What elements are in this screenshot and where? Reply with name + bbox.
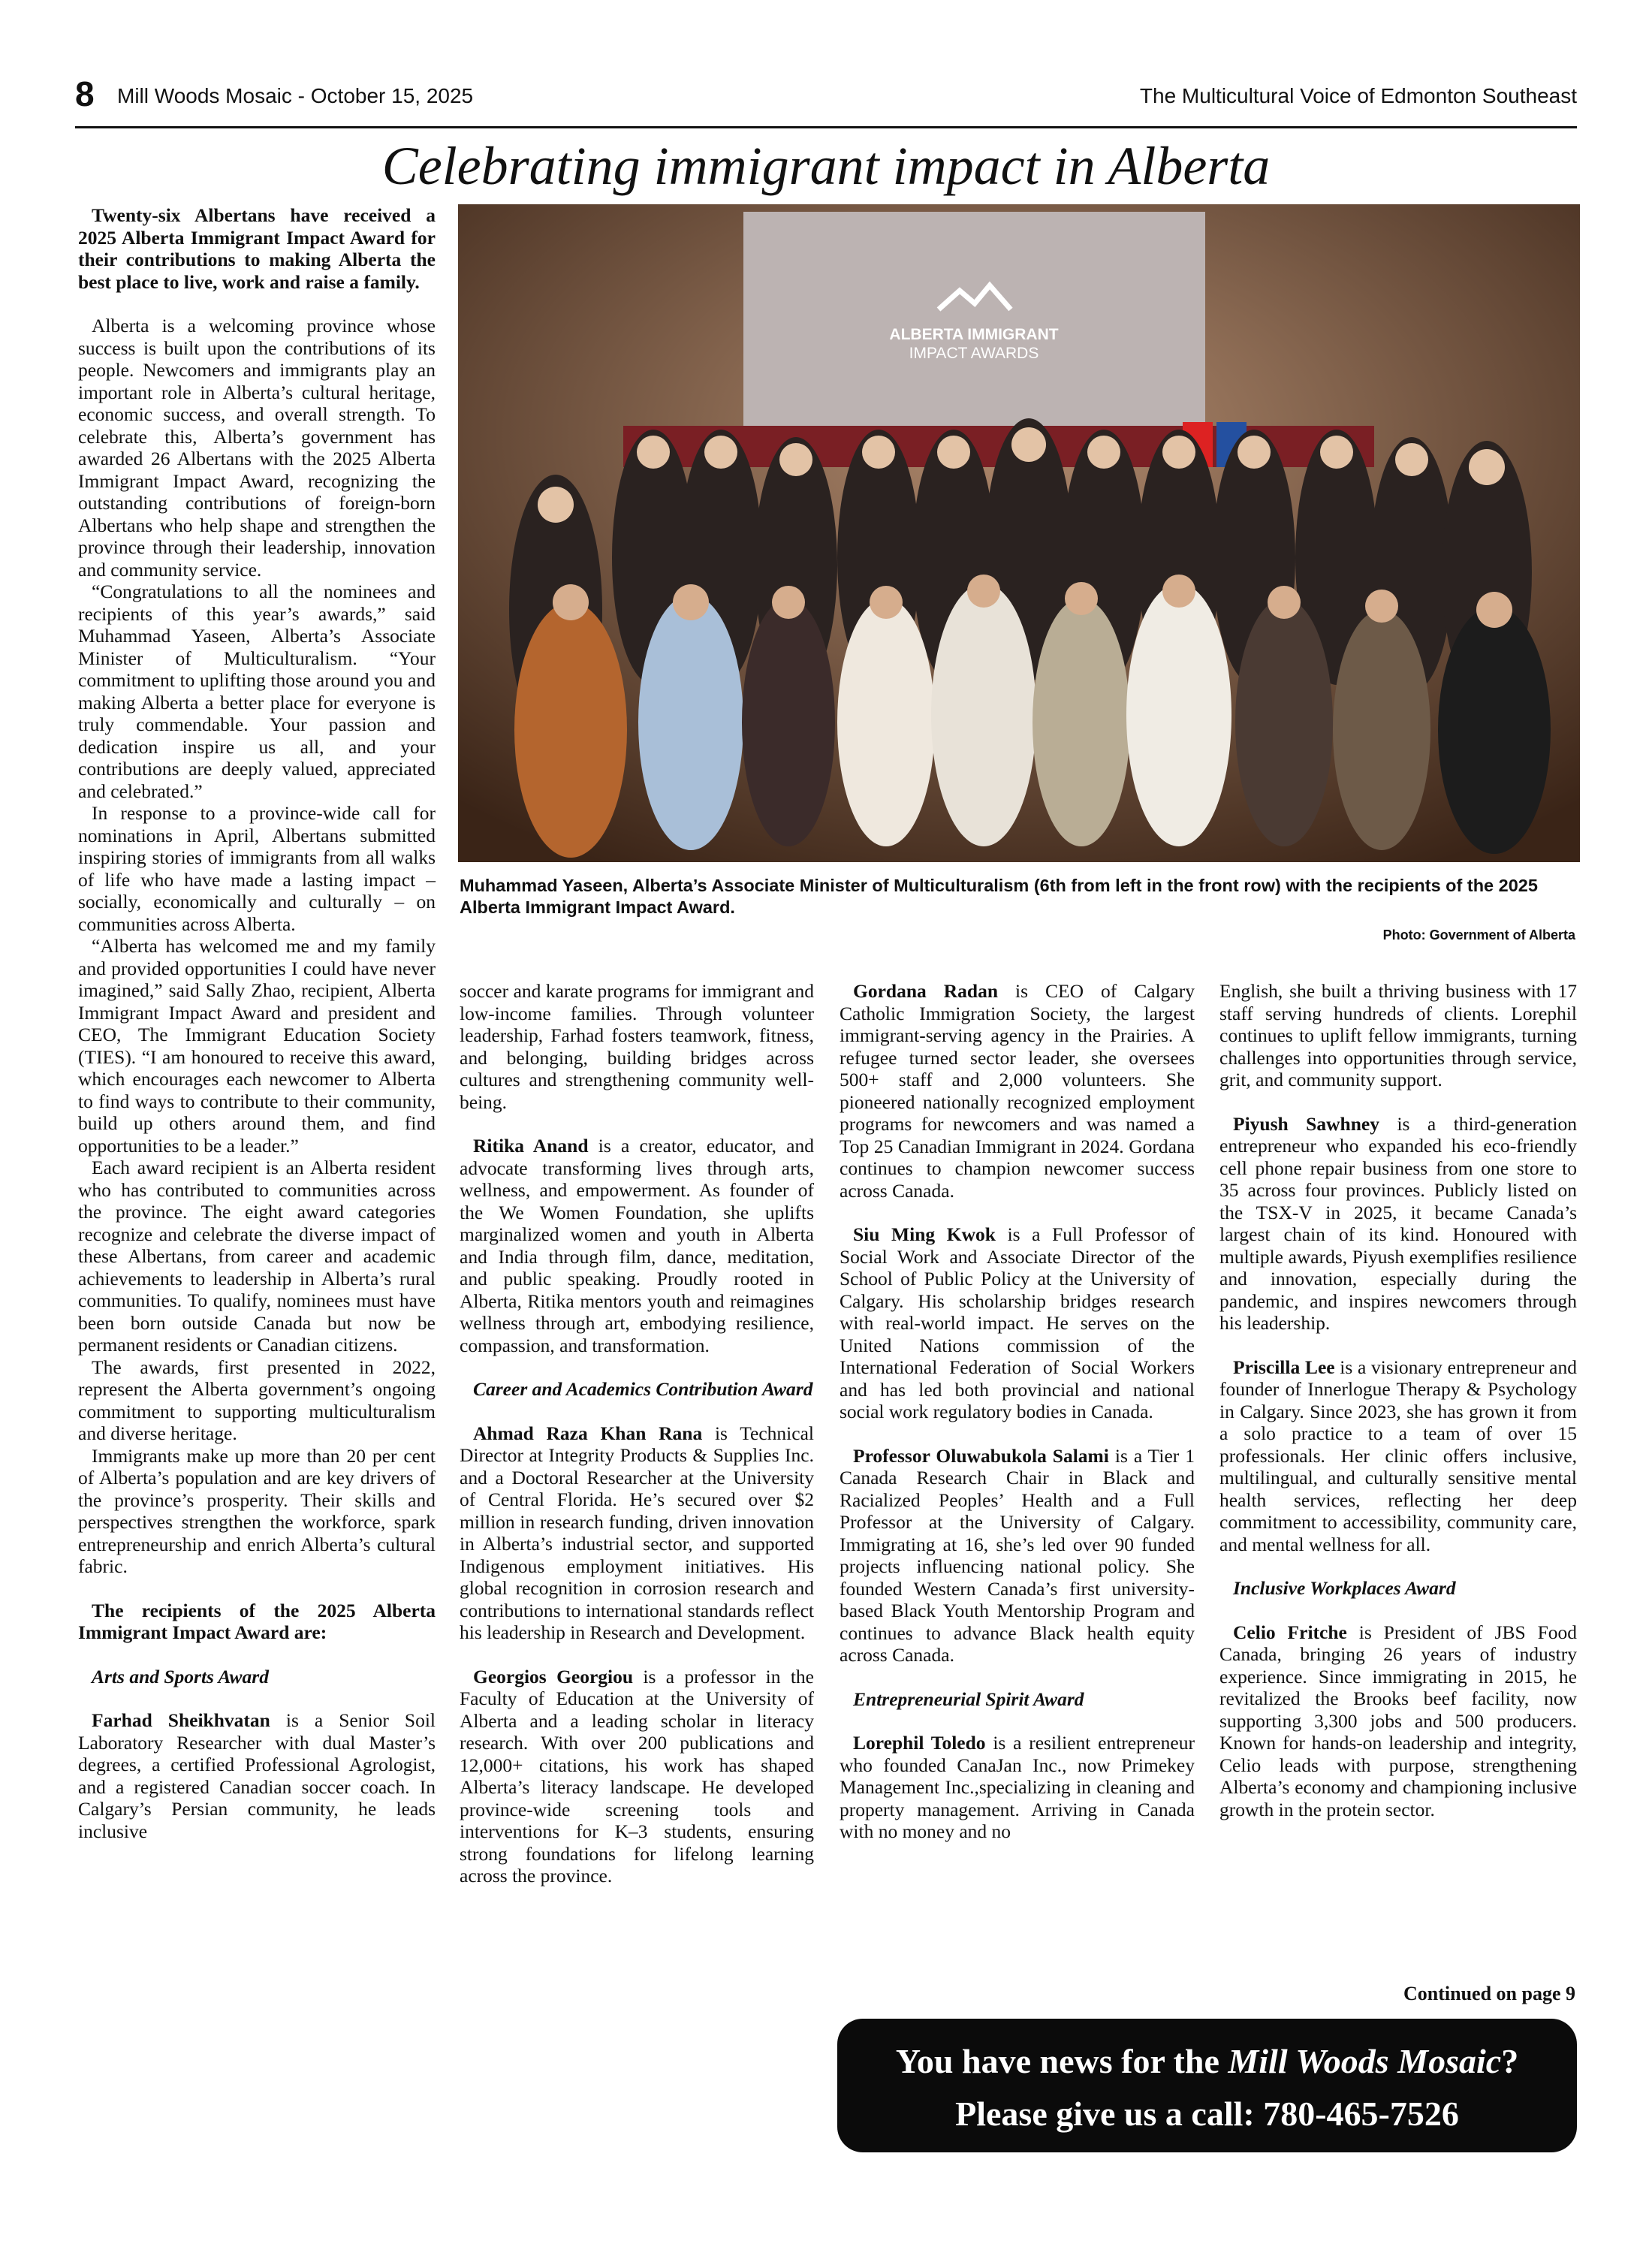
recipient-entry bbox=[840, 1732, 1195, 1843]
category-heading: Entrepreneurial Spirit Award bbox=[853, 1687, 1084, 1710]
recipient-entry bbox=[460, 1422, 814, 1644]
body-paragraph: The awards, first presented in 2022, represent the Alberta government’s ongoing commitment to supporting multiculturalism and diverse heritage. bbox=[78, 1356, 436, 1444]
column-2 bbox=[460, 980, 814, 1887]
body-paragraph: “Alberta has welcomed me and my family and provided opportunities I could have never imagined,” said Sally Zhao, recipient, Alberta Immigrant Impact Award and president and CEO, The Immigrant Education Society (TIES). “I am honoured to receive this award, which encourages each newcomer to Alberta to find ways to contribute to their community, build up others around them, and find opportunities to be a leader.” bbox=[78, 935, 436, 1157]
recipient-name: Farhad Sheikhvatan bbox=[92, 1709, 270, 1731]
page-header bbox=[75, 74, 1577, 119]
promo-suffix: ? bbox=[1501, 2042, 1519, 2080]
recipient-name: Lorephil Toledo bbox=[853, 1732, 986, 1754]
recipient-name: Georgios Georgiou bbox=[473, 1665, 634, 1687]
recipient-name: Piyush Sawhney bbox=[1233, 1112, 1379, 1135]
body-paragraph: Immigrants make up more than 20 per cent of Alberta’s population and are key drivers of the province’s prosperity. Their skills and perspectives strengthen the workforce, spark entrepreneurship and enrich Alberta’s cultural fabric. bbox=[78, 1444, 436, 1577]
promo-line-1 bbox=[837, 2041, 1577, 2081]
recipient-name: Ahmad Raza Khan Rana bbox=[473, 1422, 703, 1444]
body-paragraph: “Congratulations to all the nominees and recipients of this year’s awards,” said Muhammad Yaseen, Alberta’s Associate Minister of Multiculturalism. “Your commitment to uplifting those around you and making Alberta a better place for everyone is truly commendable. Your passion and dedication inspire us all, and your contributions are deeply valued, appreciated and celebrated.” bbox=[78, 581, 436, 802]
lead-paragraph: Twenty-six Albertans have received a 2025 Alberta Immigrant Impact Award for their contributions to making Alberta the best place to live, work and raise a family. bbox=[78, 204, 436, 293]
recipient-entry bbox=[1219, 1113, 1577, 1335]
event-photo bbox=[458, 204, 1580, 862]
recipient-text: is a third-generation entrepreneur who expanded his eco-friendly cell phone repair business from one store to 35 across four provinces. Publicly listed on the TSX-V in 2025, it became Canada’s largest chain of its kind. Honoured with multiple awards, Piyush exemplifies resilience and innovation, especially during the pandemic, and inspires newcomers through his leadership. bbox=[1219, 1112, 1577, 1334]
body-paragraph: English, she built a thriving business with 17 staff serving hundreds of clients. Lorephil continues to uplift fellow immigrants, turning challenges into opportunities through service, grit, and community support. bbox=[1219, 980, 1577, 1090]
recipients-heading: The recipients of the 2025 Alberta Immigrant Impact Award are: bbox=[78, 1599, 436, 1643]
photo-credit: Photo: Government of Alberta bbox=[1382, 927, 1575, 943]
recipient-text: is a visionary entrepreneur and founder of Innerlogue Therapy & Psychology in Calgary. Since 2023, she has grown it from a solo practice to a team of over 15 professionals. Her clinic offers inclusive, multilingual, and culturally sensitive mental health services, reflecting her deep commitment to accessibility, community care, and mental wellness for all. bbox=[1219, 1356, 1577, 1555]
body-paragraph: Alberta is a welcoming province whose success is built upon the contributions of its people. Newcomers and immigrants play an important role in Alberta’s cultural heritage, economic success, and overall strength. To celebrate this, Alberta’s government has awarded 26 Albertans with the 2025 Alberta Immigrant Impact Award, recognizing the outstanding contributions of foreign-born Albertans who help shape and strengthen the province through their leadership, innovation and community service. bbox=[78, 315, 436, 581]
recipient-name: Professor Oluwabukola Salami bbox=[853, 1444, 1109, 1467]
recipient-name: Priscilla Lee bbox=[1233, 1356, 1335, 1378]
projection-screen bbox=[743, 212, 1205, 426]
body-paragraph: Each award recipient is an Alberta resident who has contributed to communities across the province. The eight award categories recognize and celebrate the diverse impact of these Albertans, from career and academic achievements to leadership in Alberta’s rural communities. To qualify, nominees must have been born outside Canada but now be permanent residents or Canadian citizens. bbox=[78, 1157, 436, 1356]
recipient-entry bbox=[840, 980, 1195, 1202]
body-paragraph: In response to a province-wide call for nominations in April, Albertans submitted inspiring stories of immigrants from all walks of life who have made a lasting impact – socially, economically and culturally – on communities across Alberta. bbox=[78, 802, 436, 935]
group-photo-illustration bbox=[458, 204, 1580, 862]
promo-prefix: You have news for the bbox=[895, 2042, 1228, 2080]
promo-publication: Mill Woods Mosaic bbox=[1228, 2042, 1502, 2080]
recipient-text: is President of JBS Food Canada, bringing 26 years of industry experience. Since immigrating in 2015, he revitalized the Brooks beef facility, now supporting 3,300 jobs and 500 producers. Known for hands-on leadership and integrity, Celio leads with purpose, strengthening Alberta’s economy and championing inclusive growth in the protein sector. bbox=[1219, 1621, 1577, 1820]
recipient-text: is a professor in the Faculty of Education at the University of Alberta and a leading scholar in literacy research. With over 200 publications and 12,000+ citations, his work has shaped Alberta’s literacy landscape. He developed province-wide screening tools and interventions for K–3 students, ensuring strong foundations for lifelong learning across the province. bbox=[460, 1665, 814, 1887]
headline: Celebrating immigrant impact in Alberta bbox=[381, 136, 1271, 196]
recipient-entry bbox=[840, 1223, 1195, 1423]
screen-title: ALBERTA IMMIGRANT bbox=[889, 326, 1059, 343]
recipient-name: Gordana Radan bbox=[853, 980, 999, 1002]
recipient-text: is a creator, educator, and advocate transforming lives through arts, wellness, and empowerment. As founder of the We Women Foundation, she uplifts marginalized women and youth in Alberta and India through film, dance, meditation, and public speaking. Proudly rooted in Alberta, Ritika mentors youth and reimagines wellness through art, embodying resilience, compassion, and transformation. bbox=[460, 1135, 815, 1356]
screen-subtitle: IMPACT AWARDS bbox=[909, 345, 1039, 362]
publication-info: Mill Woods Mosaic - October 15, 2025 bbox=[117, 84, 474, 107]
recipient-text: is CEO of Calgary Catholic Immigration Society, the largest immigrant-serving agency in the Prairies. A refugee turned sector leader, she oversees 500+ staff and 2,000 volunteers. She pioneered nationally recognized employment programs for newcomers and was named a Top 25 Canadian Immigrant in 2024. Gordana continues to champion newcomer success across Canada. bbox=[840, 980, 1195, 1202]
header-rule bbox=[75, 126, 1577, 128]
column-1 bbox=[78, 204, 436, 1842]
recipient-entry bbox=[78, 1709, 436, 1842]
recipient-entry bbox=[1219, 1621, 1577, 1821]
category-heading: Inclusive Workplaces Award bbox=[1233, 1577, 1456, 1599]
column-3 bbox=[840, 980, 1195, 1843]
page-number: 8 bbox=[75, 74, 95, 113]
recipient-text: is a Senior Soil Laboratory Researcher with dual Master’s degrees, a certified Professional Agrologist, and a registered Canadian soccer coach. In Calgary’s Persian community, he leads inclusive bbox=[78, 1709, 436, 1842]
recipient-entry bbox=[840, 1445, 1195, 1666]
recipient-entry bbox=[1219, 1356, 1577, 1556]
continued-note: Continued on page 9 bbox=[1403, 1983, 1575, 2004]
recipient-entry bbox=[460, 1135, 814, 1356]
recipient-text: is a resilient entrepreneur who founded CanaJan Inc., now Primekey Management Inc.,specializing in cleaning and property management. Arriving in Canada with no money and no bbox=[840, 1732, 1195, 1842]
photo-caption: Muhammad Yaseen, Alberta’s Associate Minister of Multiculturalism (6th from left in the front row) with the recipients of the 2025 Alberta Immigrant Impact Award. bbox=[460, 876, 1538, 917]
recipient-name: Ritika Anand bbox=[473, 1135, 589, 1157]
category-heading: Arts and Sports Award bbox=[92, 1665, 269, 1687]
recipient-entry bbox=[460, 1666, 814, 1887]
recipient-name: Celio Fritche bbox=[1233, 1621, 1347, 1643]
recipient-text: is a Tier 1 Canada Research Chair in Black and Racialized Peoples’ Health and a Full Professor at the University of Calgary. Immigrating at 16, she’s led over 90 funded projects influencing national policy. She founded Western Canada’s first university-based Black Youth Mentorship Program and continues to advance Black health equity across Canada. bbox=[840, 1444, 1195, 1666]
column-4 bbox=[1219, 980, 1577, 1820]
body-paragraph: soccer and karate programs for immigrant and low-income families. Through volunteer leadership, Farhad fosters teamwork, fitness, and belonging, building bridges across cultures and strengthening community well-being. bbox=[460, 980, 814, 1113]
news-promo-box bbox=[837, 2019, 1577, 2152]
recipient-text: is Technical Director at Integrity Products & Supplies Inc. and a Doctoral Researcher at the University of Central Florida. He’s secured over $2 million in research funding, driven innovation in Alberta’s industrial sector, and supported Indigenous employment initiatives. His global recognition in corrosion research and contributions to international standards reflect his leadership in Research and Development. bbox=[460, 1422, 814, 1643]
tagline: The Multicultural Voice of Edmonton Southeast bbox=[1139, 84, 1577, 107]
recipient-text: is a Full Professor of Social Work and Associate Director of the School of Public Policy at the University of Calgary. His scholarship bridges research with real-world impact. He serves on the United Nations commission of the International Federation of Social Workers and has led both provincial and national social work regulatory bodies in Canada. bbox=[840, 1223, 1195, 1422]
category-heading: Career and Academics Contribution Award bbox=[473, 1378, 813, 1400]
recipient-name: Siu Ming Kwok bbox=[853, 1223, 996, 1245]
promo-phone: Please give us a call: 780-465-7526 bbox=[955, 2095, 1459, 2133]
